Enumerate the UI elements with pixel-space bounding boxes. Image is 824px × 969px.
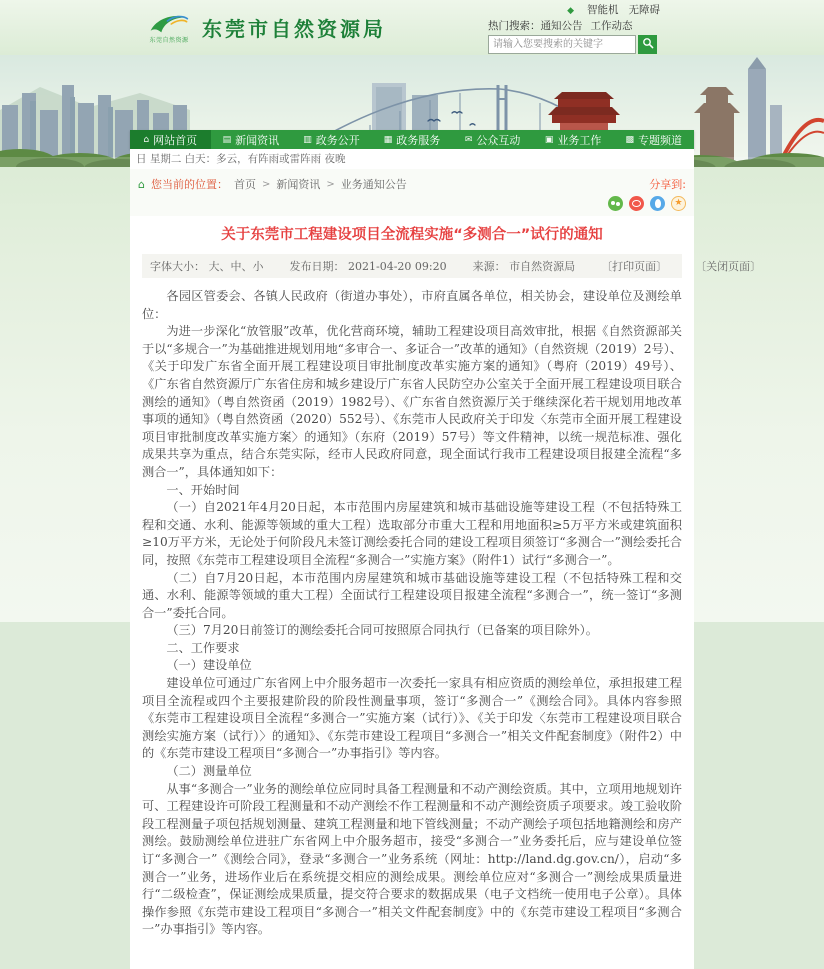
nav-item-news[interactable] — [211, 130, 292, 149]
monitor-icon: ▦ — [383, 134, 393, 145]
nav-item-special-topics-label: 专题频道 — [638, 133, 683, 147]
home-icon: ⌂ — [143, 134, 150, 145]
grid-icon: ▩ — [625, 134, 635, 145]
nav-item-news-label: 新闻资讯 — [235, 133, 280, 147]
nav-item-gov-services[interactable] — [372, 130, 453, 149]
paragraph: 二、工作要求 — [166, 640, 240, 655]
article-meta-bar — [142, 254, 762, 278]
paragraph: （二）自7月20日起，本市范围内房屋建筑和城市基础设施等建设工程（不包括特殊工程和交通、水利、能源等领域的重大工程）全面试行工程建设项目报建全流程“多测合一”，统一签订“多测合一”委托合同。 — [142, 570, 682, 620]
nav-item-home[interactable] — [130, 130, 211, 149]
breadcrumb-link-notices[interactable]: 业务通知公告 — [340, 178, 407, 191]
nav-item-gov-services-label: 政务服务 — [396, 133, 441, 147]
nav-item-public-interaction-label: 公众互动 — [476, 133, 521, 147]
weather-bar: 日 星期二 白天：多云，有阵雨或雷阵雨 夜晚 — [130, 149, 694, 169]
page-title: 关于东莞市工程建设项目全流程实施“多测合一”试行的通知 — [221, 227, 603, 243]
smart-robot-link[interactable]: 智能机 — [587, 4, 619, 16]
nav-item-home-label: 网站首页 — [153, 133, 198, 147]
article — [130, 216, 762, 969]
nav-item-gov-info-label: 政务公开 — [315, 133, 360, 147]
site-logo[interactable] — [130, 11, 386, 44]
nav-item-gov-info[interactable] — [291, 130, 372, 149]
qq-share-icon[interactable] — [650, 196, 665, 211]
publish-date: 2021-04-20 09:20 — [348, 260, 447, 273]
hot-search-row — [488, 19, 660, 33]
paragraph: （二）测量单位 — [166, 764, 252, 779]
font-size-medium[interactable]: 中 — [230, 260, 242, 273]
nav-item-special-topics[interactable] — [613, 130, 694, 149]
header-top-links — [488, 3, 660, 18]
breadcrumb-link-home[interactable]: 首页 — [233, 178, 256, 191]
accessibility-link[interactable]: 无障碍 — [628, 4, 660, 16]
breadcrumb-separator: > — [261, 178, 271, 190]
share-label: 分享到: — [649, 178, 686, 191]
favorite-share-icon[interactable]: ★ — [671, 196, 686, 211]
paragraph: （一）建设单位 — [166, 658, 252, 673]
share-icons — [138, 196, 686, 212]
breadcrumb-link-news[interactable]: 新闻资讯 — [276, 178, 321, 191]
search-input[interactable] — [488, 35, 636, 54]
source-label: 来源： — [472, 260, 506, 273]
paragraph: （三）7月20日前签订的测绘委托合同可按照原合同执行（已备案的项目除外）。 — [166, 623, 598, 638]
briefcase-icon: ▣ — [544, 134, 554, 145]
paragraph: 各园区管委会、各镇人民政府（街道办事处），市府直属各单位，相关协会，建设单位及测绘单位： — [142, 289, 682, 321]
site-header — [0, 0, 824, 55]
logo-subtext: 东莞自然资源 — [149, 37, 189, 44]
search-icon — [642, 37, 654, 52]
folder-icon: ▥ — [303, 134, 312, 145]
header-right — [488, 3, 660, 54]
search-bar — [488, 35, 660, 54]
main-nav — [130, 130, 694, 149]
font-size-separator: 、 — [241, 260, 253, 273]
paragraph: 为进一步深化“放管服”改革，优化营商环境，辅助工程建设项目高效审批，根据《自然资源部关于以“多规合一”为基础推进规划用地“多审合一、多证合一”改革的通知》（自然资规（2019）2号）、《关于印发广东省全面开展工程建设项目审批制度改革实施方案的通知》（粤府（2019）49号）、《广东省自然资源厅广东省住房和城乡建设厅广东省人民防空办公室关于全面开展工程建设项目联合测绘的通知》（粤自然资函（2019）1982号）、《广东省自然资源厅关于继续深化若干规划用地改革事项的通知》（粤自然资函（2020）552号）、《东莞市人民政府关于印发〈东莞市全面开展工程建设项目审批制度改革实施方案〉的通知》（东府（2019）57号）等文件精神，以统一规范标准、强化成果共享为重点，结合东莞实际，经市人民政府同意，现全面试行我市工程建设项目报建全流程“多测合一”，具体通知如下： — [142, 324, 682, 479]
hot-search-link-work-news[interactable]: 工作动态 — [590, 20, 633, 32]
close-page-button[interactable]: 〔关闭页面〕 — [695, 260, 762, 273]
nav-item-business-work[interactable] — [533, 130, 614, 149]
home-icon: ⌂ — [138, 177, 145, 191]
paragraph: 建设单位可通过广东省网上中介服务超市一次委托一家具有相应资质的测绘单位，承担报建工程项目全流程或四个主要报建阶段的阶段性测量事项，签订“多测合一”《测绘合同》。具体内容参照《东莞市工程建设项目全流程“多测合一”实施方案（试行）》、《关于印发〈东莞市工程建设项目联合测绘实施方案（试行）〉的通知》、《东莞市建设工程项目“多测合一”相关文件配套制度》（附件2）中的《东莞市建设工程项目“多测合一”办事指引》等内容。 — [142, 676, 682, 761]
paragraph: （一）自2021年4月20日起，本市范围内房屋建筑和城市基础设施等建设工程（不包括特殊工程和交通、水利、能源等领域的重大工程）选取部分市重大工程和用地面积≥5万平方米或建筑面积≥10万平方米，无论处于何阶段凡未签订测绘委托合同的建设工程项目须签订“多测合一”测绘委托合同，按照《东莞市工程建设项目全流程“多测合一”实施方案》（附件1）试行“多测合一”。 — [142, 500, 682, 567]
article-body — [142, 288, 682, 939]
breadcrumb-separator: > — [326, 178, 335, 190]
leaf-bullet-icon: ◆ — [567, 6, 574, 16]
hot-search-label: 热门搜索： — [488, 20, 541, 32]
font-size-separator: 、 — [219, 260, 231, 273]
wechat-share-icon[interactable] — [608, 196, 623, 211]
weibo-share-icon[interactable] — [629, 196, 644, 211]
news-icon: ▤ — [222, 134, 232, 145]
font-size-label: 字体大小： — [150, 260, 205, 273]
paragraph: 从事“多测合一”业务的测绘单位应同时具备工程测量和不动产测绘资质。其中，立项用地规划许可、工程建设许可阶段工程测量和不动产测绘不作工程测量和不动产测绘资质子项要求。竣工验收阶段工程测量子项包括规划测量、建筑工程测量和地下管线测量；不动产测绘子项包括地籍测绘和房产测绘。鼓励测绘单位进驻广东省网上中介服务超市，接受“多测合一”业务委托后，应与建设单位签订“多测合一”《测绘合同》，登录“多测合一”业务系统（网址：http://land.dg.gov.cn/），启动“多测合一”业务，进场作业后在系统提交相应的测绘成果。测绘单位应对“多测合一”测绘成果质量进行“二级检查”，保证测绘成果质量，提交符合要求的数据成果（电子文档统一使用电子公章）。具体操作参照《东莞市建设工程项目“多测合一”相关文件配套制度》中的《东莞市建设工程项目“多测合一”办事指引》等内容。 — [142, 781, 682, 937]
search-button[interactable] — [638, 35, 657, 54]
paragraph: 一、开始时间 — [166, 482, 240, 497]
breadcrumb — [138, 176, 686, 192]
mail-icon: ✉ — [464, 134, 473, 145]
breadcrumb-section — [130, 169, 694, 216]
nav-item-public-interaction[interactable] — [452, 130, 533, 149]
source-value: 市自然资源局 — [509, 260, 576, 273]
breadcrumb-label: 您当前的位置： — [150, 178, 228, 191]
logo-bird-icon — [146, 11, 192, 44]
font-size-small[interactable]: 小 — [252, 260, 264, 273]
publish-date-label: 发布日期： — [289, 260, 345, 273]
print-page-button[interactable]: 〔打印页面〕 — [601, 260, 668, 273]
nav-item-business-work-label: 业务工作 — [557, 133, 602, 147]
site-title: 东莞市自然资源局 — [202, 17, 386, 41]
font-size-large[interactable]: 大 — [208, 260, 220, 273]
hot-search-link-notices[interactable]: 通知公告 — [540, 20, 583, 32]
